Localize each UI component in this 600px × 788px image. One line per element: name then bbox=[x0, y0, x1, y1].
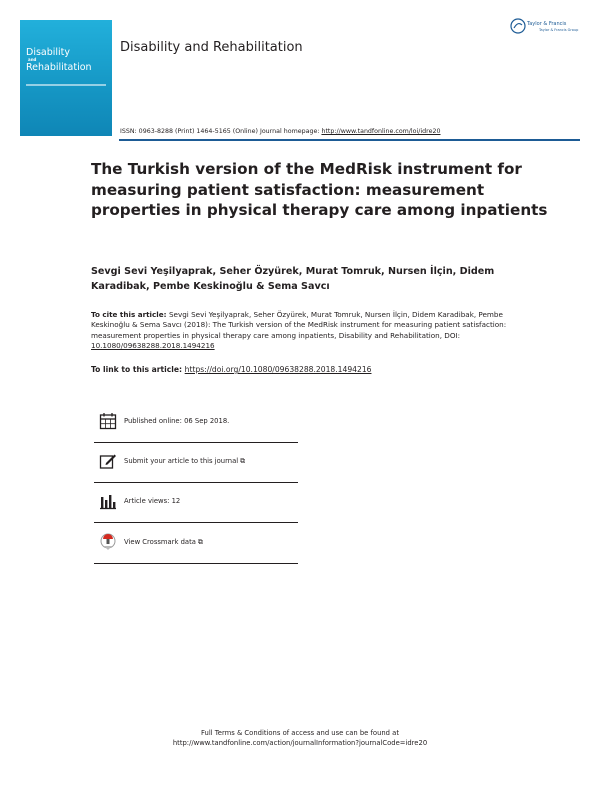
cover-subtitle-bar bbox=[26, 84, 106, 86]
article-views: Article views: 12 bbox=[124, 497, 181, 505]
bar-chart-icon bbox=[99, 492, 117, 510]
publisher-logo-icon bbox=[510, 18, 526, 34]
cover-title-line1: Disability bbox=[26, 47, 71, 58]
publisher-logo[interactable] bbox=[510, 18, 585, 36]
crossmark-row[interactable] bbox=[94, 533, 298, 569]
crossmark-link[interactable] bbox=[124, 538, 203, 547]
article-title: The Turkish version of the MedRisk instrument for measuring patient satisfaction: measurement properties in physical therapy care among inpatients bbox=[91, 160, 548, 219]
submit-article-label: Submit your article to this journal bbox=[124, 457, 239, 465]
info-divider bbox=[94, 442, 298, 443]
header-rule bbox=[119, 139, 580, 141]
citation-block bbox=[91, 310, 531, 352]
external-link-icon: ⧉ bbox=[197, 538, 203, 546]
issn-line bbox=[120, 128, 441, 135]
pencil-edit-icon bbox=[99, 452, 117, 470]
article-authors: Sevgi Sevi Yeşilyaprak, Seher Özyürek, Murat Tomruk, Nursen İlçin, Didem Karadibak, Pembe Keskinoğlu & Sema Savcı bbox=[91, 266, 495, 292]
cite-label: To cite this article: bbox=[91, 310, 169, 319]
cover-title-line2: Rehabilitation bbox=[26, 62, 92, 73]
footer-terms: Full Terms & Conditions of access and use can be found at bbox=[201, 729, 399, 737]
cover-title-and: and bbox=[28, 57, 37, 62]
issn-text: ISSN: 0963-8288 (Print) 1464-5165 (Online) Journal homepage: bbox=[120, 128, 322, 135]
article-doi-link[interactable]: https://doi.org/10.1080/09638288.2018.1494216 bbox=[184, 365, 372, 374]
info-divider bbox=[94, 482, 298, 483]
info-divider bbox=[94, 522, 298, 523]
footer bbox=[0, 728, 600, 748]
submit-article-link[interactable] bbox=[124, 457, 245, 466]
journal-homepage-link[interactable]: http://www.tandfonline.com/loi/idre20 bbox=[321, 128, 441, 135]
link-label: To link to this article: bbox=[91, 365, 185, 374]
cover-background bbox=[20, 20, 112, 136]
cover-title bbox=[26, 47, 92, 73]
publisher-group: Taylor & Francis Group bbox=[539, 28, 579, 32]
cite-doi-link[interactable]: 10.1080/09638288.2018.1494216 bbox=[91, 341, 215, 351]
submit-row[interactable] bbox=[94, 452, 298, 488]
cite-text: Sevgi Sevi Yeşilyaprak, Seher Özyürek, Murat Tomruk, Nursen İlçin, Didem Karadibak, Pembe Keskinoğlu & Sema Savcı (2018): The Turkish version of the MedRisk instrument for measuring patient satisfaction: measurement properties in physical therapy care among inpatients, Disability and Rehabilitation, DOI: bbox=[91, 310, 507, 340]
info-divider bbox=[94, 563, 298, 564]
published-row bbox=[94, 412, 298, 448]
external-link-icon: ⧉ bbox=[240, 457, 246, 465]
crossmark-label: View Crossmark data bbox=[124, 538, 196, 546]
views-row bbox=[94, 492, 298, 528]
footer-url[interactable]: http://www.tandfonline.com/action/journalInformation?journalCode=idre20 bbox=[172, 739, 428, 747]
calendar-icon bbox=[99, 412, 117, 430]
article-link-line bbox=[91, 365, 371, 375]
journal-name: Disability and Rehabilitation bbox=[120, 40, 303, 55]
publisher-name: Taylor & Francis bbox=[527, 21, 567, 27]
journal-cover bbox=[20, 20, 112, 136]
crossmark-icon bbox=[99, 533, 117, 551]
published-date: Published online: 06 Sep 2018. bbox=[124, 417, 230, 425]
